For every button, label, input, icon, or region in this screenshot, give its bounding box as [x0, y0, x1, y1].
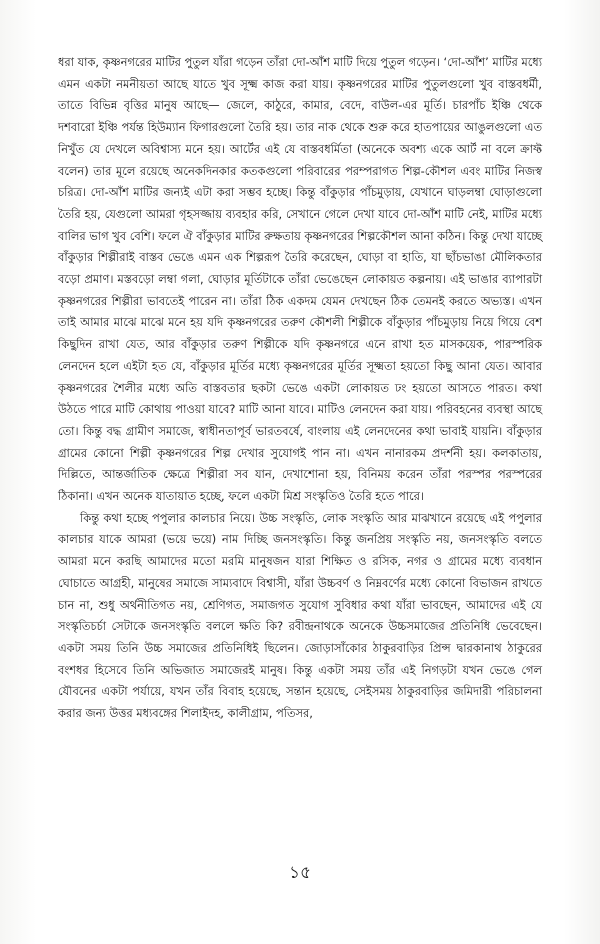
paragraph-1: ধরা যাক, কৃষ্ণনগরের মাটির পুতুল যাঁরা গড়েন তাঁরা দো-আঁশ মাটি দিয়ে পুতুল গড়েন। ‘দো-আঁশ’ মাটির মধ্যে এমন একটা নমনীয়তা আছে যাতে খুব সূক্ষ্ম কাজ করা যায়। কৃষ্ণনগরের মাটির পুতুলগুলো খুব বাস্তবধর্মী, তাতে বিভিন্ন বৃত্তির মানুষ আছে— জেলে, কাঠুরে, কামার, বেদে, বাউল-এর মূর্তি। চারপাঁচ ইঞ্চি থেকে দশবারো ইঞ্চি পর্যন্ত হিউম্যান ফিগারগুলো তৈরি হয়। তার নাক থেকে শুরু করে হাতপায়ের আঙুলগুলো এত নিখুঁত যে দেখলে অবিশ্বাস্য মনে হয়। আর্টের এই যে বাস্তবধর্মিতা (অনেকে অবশ্য একে আর্ট না বলে ক্রাফ্ট বলেন) তার মূলে রয়েছে অনেকদিনকার কতকগুলো পরিবারের পরম্পরাগত শিল্প-কৌশল এবং মাটির নিজস্ব চরিত্র। দো-আঁশ মাটির জন্যই এটা করা সম্ভব হচ্ছে। কিন্তু বাঁকুড়ার পাঁচমুড়ায়, যেখানে ঘাড়লম্বা ঘোড়াগুলো তৈরি হয়, যেগুলো আমরা গৃহসজ্জায় ব্যবহার করি, সেখানে গেলে দেখা যাবে দো-আঁশ মাটি নেই, মাটির মধ্যে বালির ভাগ খুব বেশি। ফলে ঐ বাঁকুড়ার মাটির রুক্ষতায় কৃষ্ণনগরের শিল্পকৌশল আনা কঠিন। কিন্তু দেখা যাচ্ছে বাঁকুড়ার শিল্পীরাই বাস্তব ভেঙে এমন এক শিল্পরূপ তৈরি করেছেন, ঘোড়া বা হাতি, যা ছাঁচভাঙা মৌলিকতার বড়ো প্রমাণ। মস্তবড়ো লম্বা গলা, ঘোড়ার মূর্তিটাকে তাঁরা ভেঙেছেন লোকায়ত কল্পনায়। এই ভাঙার ব্যাপারটা কৃষ্ণনগরের শিল্পীরা ভাবতেই পারেন না। তাঁরা ঠিক একদম যেমন দেখছেন ঠিক তেমনই করতে অভ্যস্ত। এখন তাই আমার মাঝে মাঝে মনে হয় যদি কৃষ্ণনগরের তরুণ কৌশলী শিল্পীকে বাঁকুড়ার পাঁচমুড়ায় নিয়ে গিয়ে বেশ কিছুদিন রাখা যেত, আর বাঁকুড়ার তরুণ শিল্পীকে যদি কৃষ্ণনগরে এনে রাখা হত মাসকয়েক, পারস্পরিক লেনদেন হলে এইটা হত যে, বাঁকুড়ার মূর্তির মধ্যে কৃষ্ণনগরের মূর্তির সূক্ষ্মতা হয়তো কিছু আনা যেত। আবার কৃষ্ণনগরের শৈলীর মধ্যে অতি বাস্তবতার ছকটা ভেঙে একটা লোকায়ত ঢং হয়তো আসতে পারত। কথা উঠতে পারে মাটি কোথায় পাওয়া যাবে? মাটি আনা যাবে। মাটিও লেনদেন করা যায়। পরিবহনের ব্যবস্থা আছে তো। কিন্তু বদ্ধ গ্রামীণ সমাজে, স্বাধীনতাপূর্ব ভারতবর্ষে, বাংলায় এই লেনদেনের কথা ভাবাই যায়নি। বাঁকুড়ার গ্রামের কোনো শিল্পী কৃষ্ণনগরের শিল্প দেখার সুযোগই পান না। এখন নানারকম প্রদর্শনী হয়। কলকাতায়, দিল্লিতে, আন্তর্জাতিক ক্ষেত্রে শিল্পীরা সব যান, দেখাশোনা হয়, বিনিময় করেন তাঁরা পরস্পর পরস্পরের ঠিকানা। এখন অনেক যাতায়াত হচ্ছে, ফলে একটা মিশ্র সংস্কৃতিও তৈরি হতে পারে।: [58, 55, 542, 504]
paragraph-2: কিন্তু কথা হচ্ছে পপুলার কালচার নিয়ে। উচ্চ সংস্কৃতি, লোক সংস্কৃতি আর মাঝখানে রয়েছে এই পপুলার কালচার যাকে আমরা (ভয়ে ভয়ে) নাম দিচ্ছি জনসংস্কৃতি। কিন্তু জনপ্রিয় সংস্কৃতি নয়, জনসংস্কৃতি বলতে আমরা মনে করছি আমাদের মতো মরমি মানুষজন যারা শিক্ষিত ও রসিক, নগর ও গ্রামের মধ্যে ব্যবধান ঘোচাতে আগ্রহী, মানুষের সমাজে সাম্যবাদে বিশ্বাসী, যাঁরা উচ্চবর্ণ ও নিম্নবর্ণের মধ্যে কোনো বিভাজন রাখতে চান না, শুধু অর্থনীতিগত নয়, শ্রেণিগত, সমাজগত সুযোগ সুবিধার কথা যাঁরা ভাবছেন, আমাদের এই যে সংস্কৃতিচর্চা সেটাকে জনসংস্কৃতি বললে ক্ষতি কি? রবীন্দ্রনাথকে অনেকে উচ্চসমাজের প্রতিনিধি ভেবেছেন। একটা সময় তিনি উচ্চ সমাজের প্রতিনিধিই ছিলেন। জোড়াসাঁকোর ঠাকুরবাড়ির প্রিন্স দ্বারকানাথ ঠাকুরের বংশধর হিসেবে তিনি অভিজাত সমাজেরই মানুষ। কিন্তু একটা সময় তাঁর এই নিগড়টা যখন ভেঙে গেল যৌবনের একটা পর্যায়ে, যখন তাঁর বিবাহ হয়েছে, সন্তান হয়েছে, সেইসময় ঠাকুরবাড়ির জমিদারী পরিচালনা করার জন্য উত্তর মধ্যবঙ্গের শিলাইদহ, কালীগ্রাম, পতিসর,: [58, 510, 542, 721]
page-number: ১৫: [288, 863, 312, 883]
body-text: [58, 52, 542, 725]
